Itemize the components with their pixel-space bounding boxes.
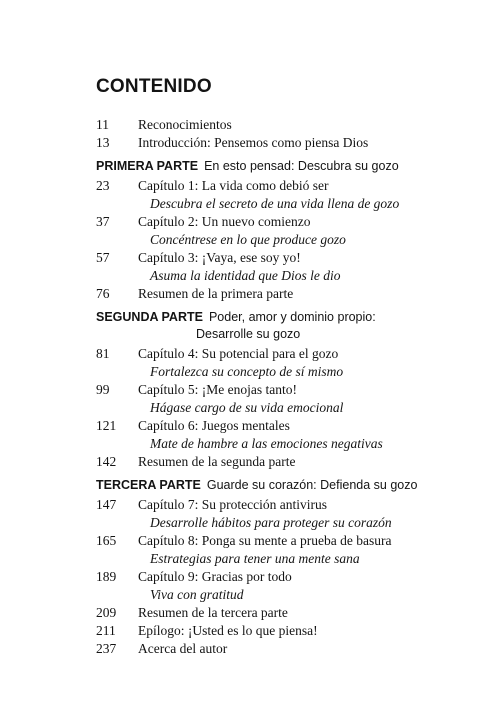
- part-title-continued: Desarrolle su gozo: [196, 327, 301, 341]
- page-number: 165: [96, 533, 117, 548]
- page-number: 11: [96, 117, 109, 132]
- part-label: SEGUNDA PARTE: [96, 310, 203, 324]
- chapter-subtitle: Estrategias para tener una mente sana: [150, 551, 360, 566]
- part-title: Guarde su corazón: Defienda su gozo: [206, 478, 418, 492]
- chapter-title: Capítulo 2: Un nuevo comienzo: [138, 214, 311, 229]
- chapter-title: Capítulo 9: Gracias por todo: [138, 569, 292, 584]
- chapter-subtitle: Mate de hambre a las emociones negativas: [150, 436, 383, 451]
- toc-entry: Acerca del autor: [138, 641, 228, 656]
- chapter-title: Capítulo 7: Su protección antivirus: [138, 497, 327, 512]
- part-heading: [96, 478, 417, 492]
- chapter-subtitle: Asuma la identidad que Dios le dio: [150, 268, 341, 283]
- chapter-title: Capítulo 5: ¡Me enojas tanto!: [138, 382, 297, 397]
- chapter-subtitle: Hágase cargo de su vida emocional: [150, 400, 344, 415]
- page-title: CONTENIDO: [96, 76, 212, 97]
- page-number: 209: [96, 605, 117, 620]
- toc-entry: Introducción: Pensemos como piensa Dios: [138, 135, 369, 150]
- page-number: 37: [96, 214, 110, 229]
- page-number: 142: [96, 454, 117, 469]
- chapter-subtitle: Fortalezca su concepto de sí mismo: [150, 364, 344, 379]
- page-number: 13: [96, 135, 110, 150]
- page-number: 81: [96, 346, 110, 361]
- toc-entry: Resumen de la segunda parte: [138, 454, 296, 469]
- toc-entry: Reconocimientos: [138, 117, 232, 132]
- toc-entry: Resumen de la tercera parte: [138, 605, 288, 620]
- page-number: 189: [96, 569, 117, 584]
- part-heading: [96, 310, 376, 324]
- page-number: 99: [96, 382, 110, 397]
- toc-entry: Resumen de la primera parte: [138, 286, 294, 301]
- chapter-title: Capítulo 3: ¡Vaya, ese soy yo!: [138, 250, 301, 265]
- chapter-subtitle: Descubra el secreto de una vida llena de gozo: [150, 196, 400, 211]
- chapter-subtitle: Viva con gratitud: [150, 587, 244, 602]
- page-number: 57: [96, 250, 110, 265]
- chapter-subtitle: Concéntrese en lo que produce gozo: [150, 232, 346, 247]
- chapter-title: Capítulo 8: Ponga su mente a prueba de basura: [138, 533, 392, 548]
- page-number: 237: [96, 641, 117, 656]
- part-heading: [96, 159, 399, 173]
- chapter-title: Capítulo 1: La vida como debió ser: [138, 178, 329, 193]
- chapter-subtitle: Desarrolle hábitos para proteger su corazón: [150, 515, 392, 530]
- chapter-title: Capítulo 6: Juegos mentales: [138, 418, 290, 433]
- page-number: 121: [96, 418, 117, 433]
- part-title: En esto pensad: Descubra su gozo: [204, 159, 399, 173]
- page-number: 211: [96, 623, 116, 638]
- chapter-title: Capítulo 4: Su potencial para el gozo: [138, 346, 339, 361]
- part-label: TERCERA PARTE: [96, 478, 201, 492]
- part-label: PRIMERA PARTE: [96, 159, 199, 173]
- page-number: 23: [96, 178, 110, 193]
- part-title: Poder, amor y dominio propio:: [208, 310, 376, 324]
- toc-entry: Epílogo: ¡Usted es lo que piensa!: [138, 623, 318, 638]
- page-number: 147: [96, 497, 117, 512]
- page-number: 76: [96, 286, 110, 301]
